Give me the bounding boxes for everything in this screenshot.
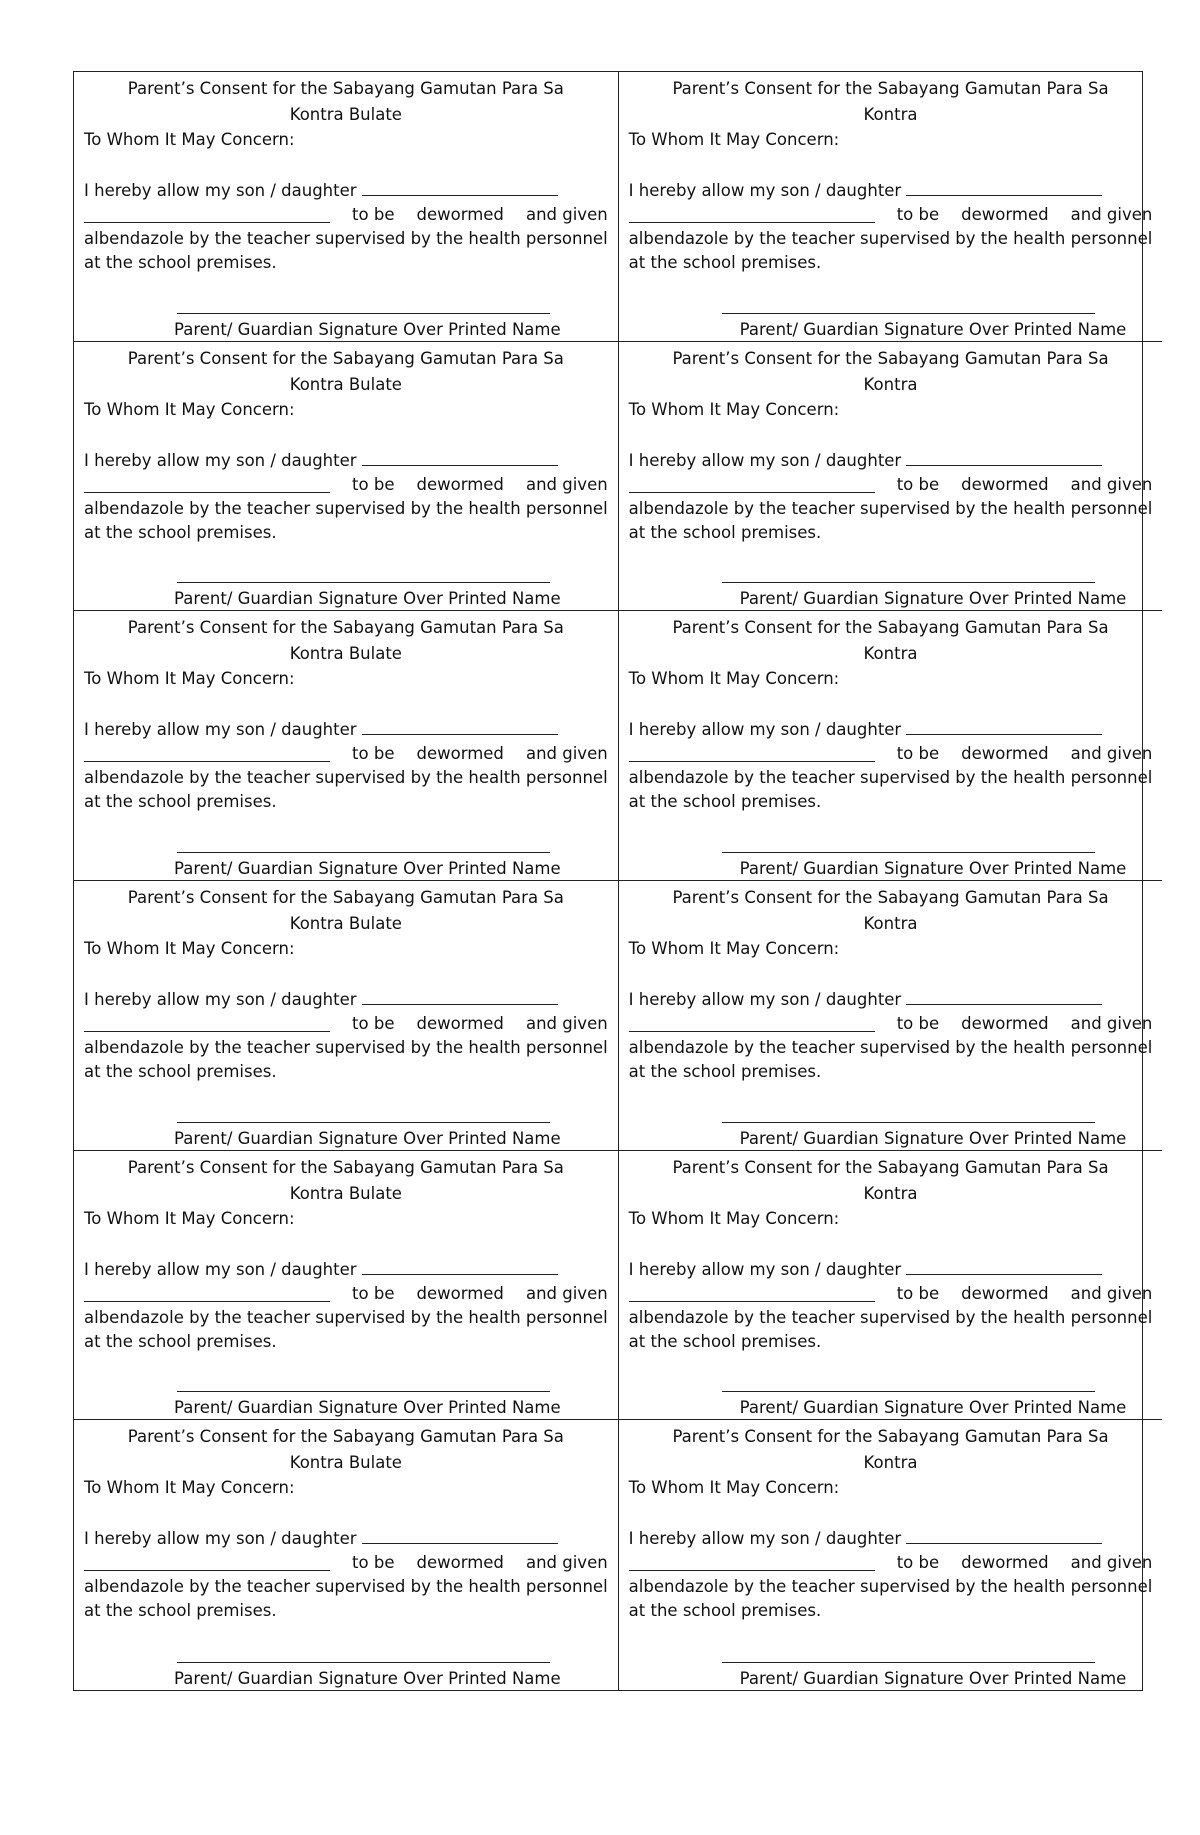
body-line-2	[84, 1012, 608, 1036]
body-line-2	[629, 1012, 1153, 1036]
body-line-2	[84, 203, 608, 227]
signature-line[interactable]	[722, 313, 1095, 314]
card-title-line-1: Parent’s Consent for the Sabayang Gamutan Para Sa	[127, 1427, 564, 1447]
card-title	[629, 346, 1153, 398]
body-line-1	[629, 715, 1153, 742]
body-line-1	[84, 985, 608, 1012]
body-line-3: albendazole by the teacher supervised by the health personnel	[628, 1307, 1153, 1327]
body-line-2	[84, 1282, 608, 1306]
and-given-text: and given	[1070, 474, 1153, 494]
consent-card-5	[74, 611, 619, 881]
to-be-text: to be	[352, 474, 395, 494]
allow-text: I hereby allow my son / daughter	[628, 989, 902, 1009]
body-line-2	[629, 742, 1153, 766]
greeting: To Whom It May Concern:	[628, 1478, 840, 1498]
signature-label: Parent/ Guardian Signature Over Printed Name	[739, 1128, 1127, 1148]
body-line-2	[629, 1282, 1153, 1306]
body-line-3: albendazole by the teacher supervised by the health personnel	[628, 1037, 1153, 1057]
body-line-4: at the school premises.	[628, 1331, 822, 1351]
allow-text: I hereby allow my son / daughter	[84, 181, 357, 200]
card-title	[629, 1155, 1153, 1207]
body-line-4: at the school premises.	[84, 253, 277, 272]
card-title-line-2: Kontra	[863, 1183, 918, 1203]
greeting: To Whom It May Concern:	[628, 130, 840, 149]
signature-label: Parent/ Guardian Signature Over Printed Name	[739, 319, 1127, 339]
card-title-line-1: Parent’s Consent for the Sabayang Gamutan Para Sa	[672, 618, 1109, 638]
signature-label: Parent/ Guardian Signature Over Printed Name	[174, 858, 561, 878]
body-line-3: albendazole by the teacher supervised by the health personnel	[84, 498, 608, 518]
body-line-1	[84, 446, 608, 473]
child-name-blank-1[interactable]	[906, 446, 1102, 466]
child-name-blank-2[interactable]	[84, 1282, 330, 1302]
greeting: To Whom It May Concern:	[628, 669, 840, 689]
card-title	[84, 615, 608, 667]
body-line-4: at the school premises.	[84, 1331, 277, 1351]
body-line-1	[84, 1255, 608, 1282]
card-title-line-1: Parent’s Consent for the Sabayang Gamutan Para Sa	[127, 79, 564, 98]
body-line-3: albendazole by the teacher supervised by the health personnel	[84, 229, 608, 248]
body-line-4: at the school premises.	[84, 1601, 277, 1621]
card-title	[84, 1424, 608, 1476]
signature-label: Parent/ Guardian Signature Over Printed Name	[174, 1398, 561, 1418]
body-line-4: at the school premises.	[84, 1061, 277, 1081]
and-given-text: and given	[1070, 1553, 1153, 1573]
signature-label: Parent/ Guardian Signature Over Printed Name	[739, 589, 1127, 609]
body-line-2	[84, 742, 608, 766]
signature-line[interactable]	[722, 1391, 1095, 1392]
body-line-4: at the school premises.	[628, 1601, 822, 1621]
child-name-blank-2[interactable]	[84, 742, 330, 762]
greeting: To Whom It May Concern:	[84, 938, 295, 958]
consent-card-11	[74, 1420, 619, 1690]
card-title-line-1: Parent’s Consent for the Sabayang Gamutan Para Sa	[672, 1427, 1109, 1447]
card-title-line-2: Kontra Bulate	[289, 374, 402, 394]
child-name-blank-1[interactable]	[362, 176, 558, 196]
and-given-text: and given	[1070, 205, 1153, 224]
signature-line[interactable]	[177, 1662, 550, 1663]
body-line-2	[84, 473, 608, 497]
card-title-line-1: Parent’s Consent for the Sabayang Gamutan Para Sa	[127, 1157, 564, 1177]
card-title	[84, 1155, 608, 1207]
body-line-1	[629, 1255, 1153, 1282]
allow-text: I hereby allow my son / daughter	[628, 450, 902, 470]
card-title-line-1: Parent’s Consent for the Sabayang Gamutan Para Sa	[127, 618, 564, 638]
body-line-1	[84, 715, 608, 742]
child-name-blank-2[interactable]	[84, 1012, 330, 1032]
dewormed-text: dewormed	[961, 1553, 1049, 1573]
card-title-line-2: Kontra	[863, 913, 918, 933]
to-be-text: to be	[896, 744, 940, 764]
consent-card-4	[619, 342, 1163, 612]
to-be-text: to be	[352, 1013, 395, 1033]
greeting: To Whom It May Concern:	[628, 1208, 840, 1228]
body-line-3: albendazole by the teacher supervised by the health personnel	[628, 229, 1153, 248]
card-title	[84, 76, 608, 128]
allow-text: I hereby allow my son / daughter	[84, 1259, 357, 1279]
card-title-line-2: Kontra Bulate	[289, 644, 402, 664]
child-name-blank-1[interactable]	[362, 1255, 558, 1275]
child-name-blank-1[interactable]	[906, 1255, 1102, 1275]
signature-line[interactable]	[722, 1122, 1095, 1123]
card-title	[629, 1424, 1153, 1476]
allow-text: I hereby allow my son / daughter	[84, 450, 357, 470]
signature-label: Parent/ Guardian Signature Over Printed Name	[174, 589, 561, 609]
and-given-text: and given	[525, 1553, 608, 1573]
and-given-text: and given	[1070, 744, 1153, 764]
signature-line[interactable]	[177, 852, 550, 853]
dewormed-text: dewormed	[416, 205, 504, 224]
body-line-3: albendazole by the teacher supervised by the health personnel	[84, 1577, 608, 1597]
signature-label: Parent/ Guardian Signature Over Printed Name	[174, 319, 561, 339]
allow-text: I hereby allow my son / daughter	[84, 720, 357, 740]
signature-label: Parent/ Guardian Signature Over Printed Name	[739, 1398, 1127, 1418]
greeting: To Whom It May Concern:	[628, 399, 840, 419]
dewormed-text: dewormed	[416, 474, 504, 494]
card-title-line-2: Kontra	[863, 644, 918, 664]
signature-line[interactable]	[177, 582, 550, 583]
to-be-text: to be	[896, 205, 940, 224]
greeting: To Whom It May Concern:	[84, 1478, 295, 1498]
card-title-line-1: Parent’s Consent for the Sabayang Gamutan Para Sa	[127, 887, 564, 907]
body-line-4: at the school premises.	[84, 522, 277, 542]
to-be-text: to be	[352, 205, 395, 224]
card-title-line-2: Kontra Bulate	[289, 913, 402, 933]
body-line-2	[629, 473, 1153, 497]
to-be-text: to be	[896, 474, 940, 494]
to-be-text: to be	[896, 1553, 940, 1573]
dewormed-text: dewormed	[416, 1013, 504, 1033]
body-line-4: at the school premises.	[628, 1061, 822, 1081]
signature-line[interactable]	[177, 313, 550, 314]
body-line-3: albendazole by the teacher supervised by the health personnel	[628, 1577, 1153, 1597]
to-be-text: to be	[352, 1283, 395, 1303]
allow-text: I hereby allow my son / daughter	[84, 1529, 357, 1549]
body-line-1	[84, 176, 608, 203]
consent-card-10	[619, 1151, 1163, 1421]
greeting: To Whom It May Concern:	[84, 669, 295, 689]
dewormed-text: dewormed	[416, 1283, 504, 1303]
consent-card-8	[619, 881, 1163, 1151]
card-title-line-2: Kontra Bulate	[289, 1453, 402, 1473]
card-title	[84, 885, 608, 937]
signature-label: Parent/ Guardian Signature Over Printed Name	[174, 1128, 561, 1148]
and-given-text: and given	[1070, 1283, 1153, 1303]
signature-line[interactable]	[722, 1662, 1095, 1663]
card-title-line-2: Kontra	[863, 105, 918, 124]
dewormed-text: dewormed	[961, 1013, 1049, 1033]
allow-text: I hereby allow my son / daughter	[628, 181, 902, 200]
child-name-blank-2[interactable]	[629, 1551, 875, 1571]
card-title	[629, 885, 1153, 937]
and-given-text: and given	[525, 205, 608, 224]
body-line-4: at the school premises.	[628, 522, 822, 542]
child-name-blank-1[interactable]	[906, 176, 1102, 196]
body-line-4: at the school premises.	[84, 792, 277, 812]
body-line-2	[629, 1551, 1153, 1575]
child-name-blank-2[interactable]	[629, 1282, 875, 1302]
and-given-text: and given	[525, 1283, 608, 1303]
card-title-line-1: Parent’s Consent for the Sabayang Gamutan Para Sa	[672, 348, 1109, 368]
child-name-blank-1[interactable]	[362, 715, 558, 735]
card-title-line-1: Parent’s Consent for the Sabayang Gamutan Para Sa	[127, 348, 564, 368]
body-line-4: at the school premises.	[628, 792, 822, 812]
consent-card-6	[619, 611, 1163, 881]
child-name-blank-1[interactable]	[906, 715, 1102, 735]
and-given-text: and given	[525, 474, 608, 494]
to-be-text: to be	[896, 1283, 940, 1303]
consent-card-1	[74, 72, 619, 342]
consent-card-7	[74, 881, 619, 1151]
body-line-3: albendazole by the teacher supervised by the health personnel	[84, 1307, 608, 1327]
body-line-1	[629, 176, 1153, 203]
body-line-3: albendazole by the teacher supervised by the health personnel	[628, 768, 1153, 788]
allow-text: I hereby allow my son / daughter	[628, 720, 902, 740]
card-title-line-2: Kontra	[863, 1453, 918, 1473]
signature-line[interactable]	[722, 852, 1095, 853]
allow-text: I hereby allow my son / daughter	[628, 1259, 902, 1279]
child-name-blank-2[interactable]	[629, 203, 875, 223]
dewormed-text: dewormed	[961, 1283, 1049, 1303]
signature-label: Parent/ Guardian Signature Over Printed Name	[739, 1668, 1127, 1688]
dewormed-text: dewormed	[416, 744, 504, 764]
signature-line[interactable]	[722, 582, 1095, 583]
card-title-line-1: Parent’s Consent for the Sabayang Gamutan Para Sa	[672, 79, 1109, 98]
greeting: To Whom It May Concern:	[84, 130, 295, 149]
card-title-line-2: Kontra Bulate	[289, 1183, 402, 1203]
card-title	[84, 346, 608, 398]
consent-card-9	[74, 1151, 619, 1421]
signature-label: Parent/ Guardian Signature Over Printed Name	[174, 1668, 561, 1688]
to-be-text: to be	[352, 744, 395, 764]
body-line-1	[629, 1524, 1153, 1551]
and-given-text: and given	[1070, 1013, 1153, 1033]
signature-line[interactable]	[177, 1391, 550, 1392]
signature-line[interactable]	[177, 1122, 550, 1123]
body-line-3: albendazole by the teacher supervised by the health personnel	[84, 768, 608, 788]
child-name-blank-1[interactable]	[906, 1524, 1102, 1544]
body-line-1	[629, 985, 1153, 1012]
consent-card-12	[619, 1420, 1163, 1690]
allow-text: I hereby allow my son / daughter	[628, 1529, 902, 1549]
dewormed-text: dewormed	[961, 474, 1049, 494]
body-line-3: albendazole by the teacher supervised by the health personnel	[84, 1037, 608, 1057]
signature-label: Parent/ Guardian Signature Over Printed Name	[739, 858, 1127, 878]
dewormed-text: dewormed	[961, 744, 1049, 764]
body-line-2	[629, 203, 1153, 227]
child-name-blank-2[interactable]	[629, 473, 875, 493]
child-name-blank-1[interactable]	[906, 985, 1102, 1005]
and-given-text: and given	[525, 744, 608, 764]
consent-card-3	[74, 342, 619, 612]
greeting: To Whom It May Concern:	[84, 399, 295, 419]
greeting: To Whom It May Concern:	[628, 938, 840, 958]
greeting: To Whom It May Concern:	[84, 1208, 295, 1228]
card-title-line-2: Kontra Bulate	[289, 105, 402, 124]
child-name-blank-1[interactable]	[362, 446, 558, 466]
child-name-blank-2[interactable]	[84, 1551, 330, 1571]
body-line-1	[84, 1524, 608, 1551]
card-title	[629, 615, 1153, 667]
card-title-line-2: Kontra	[863, 374, 918, 394]
consent-form-sheet	[73, 71, 1153, 1691]
to-be-text: to be	[352, 1553, 395, 1573]
card-title-line-1: Parent’s Consent for the Sabayang Gamutan Para Sa	[672, 887, 1109, 907]
child-name-blank-2[interactable]	[84, 473, 330, 493]
to-be-text: to be	[896, 1013, 940, 1033]
child-name-blank-2[interactable]	[84, 203, 330, 223]
dewormed-text: dewormed	[416, 1553, 504, 1573]
dewormed-text: dewormed	[961, 205, 1049, 224]
body-line-3: albendazole by the teacher supervised by the health personnel	[628, 498, 1153, 518]
and-given-text: and given	[525, 1013, 608, 1033]
child-name-blank-2[interactable]	[629, 1012, 875, 1032]
body-line-2	[84, 1551, 608, 1575]
body-line-1	[629, 446, 1153, 473]
child-name-blank-2[interactable]	[629, 742, 875, 762]
child-name-blank-1[interactable]	[362, 985, 558, 1005]
consent-card-2	[619, 72, 1163, 342]
child-name-blank-1[interactable]	[362, 1524, 558, 1544]
allow-text: I hereby allow my son / daughter	[84, 989, 357, 1009]
body-line-4: at the school premises.	[628, 253, 822, 272]
card-title	[629, 76, 1153, 128]
card-title-line-1: Parent’s Consent for the Sabayang Gamutan Para Sa	[672, 1157, 1109, 1177]
